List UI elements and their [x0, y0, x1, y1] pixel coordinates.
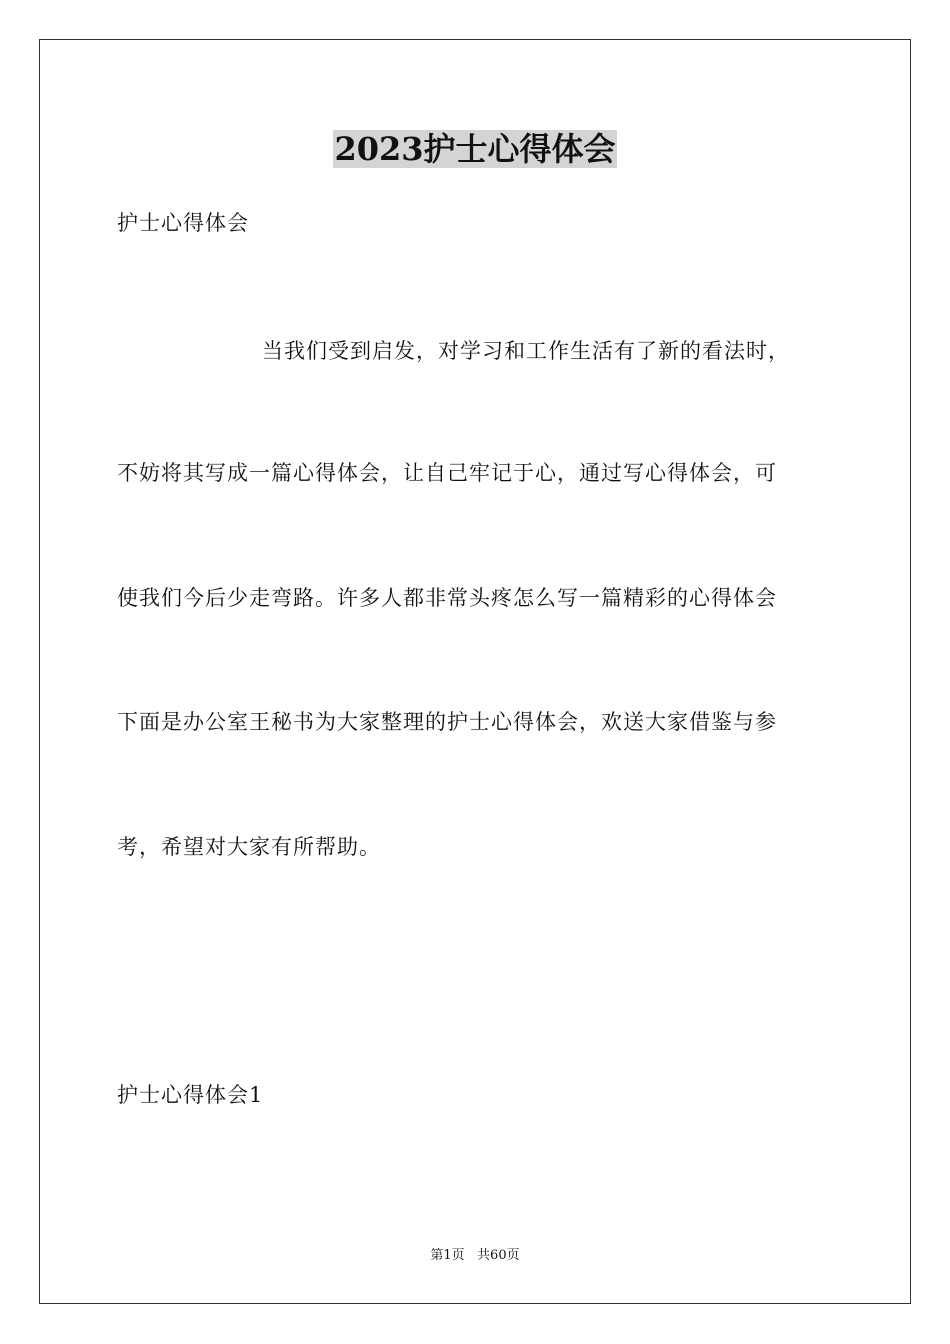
- paragraph-line: 不妨将其写成一篇心得体会，让自己牢记于心，通过写心得体会，可: [117, 461, 777, 485]
- page-number-footer: 第1页 共60页: [430, 1248, 520, 1263]
- paragraph-line: 考，希望对大家有所帮助。: [117, 835, 381, 859]
- paragraph-line: 当我们受到启发，对学习和工作生活有了新的看法时，: [262, 339, 790, 363]
- document-title-text: 2023护士心得体会: [334, 130, 616, 168]
- paragraph-line: 下面是办公室王秘书为大家整理的护士心得体会，欢送大家借鉴与参: [117, 710, 777, 734]
- document-title: [0, 128, 950, 170]
- section-heading: 护士心得体会1: [117, 1083, 264, 1107]
- paragraph-line: 使我们今后少走弯路。许多人都非常头疼怎么写一篇精彩的心得体会: [117, 586, 777, 610]
- document-subtitle: 护士心得体会: [117, 211, 249, 235]
